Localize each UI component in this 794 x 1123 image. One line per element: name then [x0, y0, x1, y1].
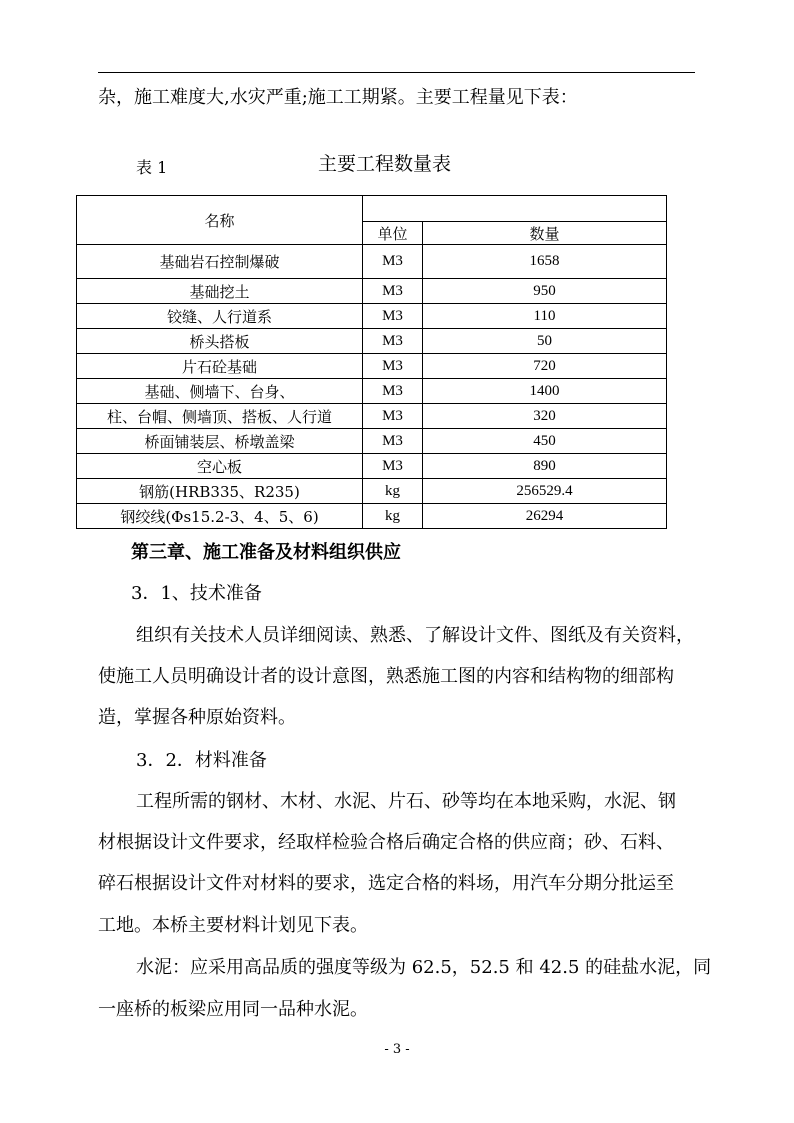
table-row	[77, 479, 667, 504]
chapter-heading: 第三章、施工准备及材料组织供应	[131, 542, 401, 563]
row-name: 桥头搭板	[77, 329, 363, 354]
row-unit: M3	[363, 379, 423, 404]
section-3-2-line: 工地。本桥主要材料计划见下表。	[98, 915, 368, 936]
row-qty: 50	[423, 329, 667, 354]
table-row	[77, 504, 667, 529]
row-qty: 26294	[423, 504, 667, 529]
cement-line: 水泥：应采用高品质的强度等级为 62.5，52.5 和 42.5 的硅盐水泥，同	[136, 957, 712, 978]
section-3-2-line: 材根据设计文件要求，经取样检验合格后确定合格的供应商；砂、石料、	[98, 832, 674, 853]
row-name: 铰缝、人行道系	[77, 304, 363, 329]
table-title: 主要工程数量表	[318, 153, 452, 175]
cement-line: 一座桥的板梁应用同一品种水泥。	[98, 999, 368, 1020]
table-caption-label: 表 1	[136, 158, 168, 177]
page-number: - 3 -	[384, 1042, 410, 1057]
row-qty: 110	[423, 304, 667, 329]
table-row	[77, 454, 667, 479]
row-qty: 890	[423, 454, 667, 479]
table-row	[77, 429, 667, 454]
row-unit: M3	[363, 404, 423, 429]
table-row	[77, 379, 667, 404]
row-unit: M3	[363, 454, 423, 479]
row-qty: 950	[423, 279, 667, 304]
intro-line: 杂，施工难度大,水灾严重;施工工期紧。主要工程量见下表：	[98, 87, 578, 108]
section-3-2-line: 工程所需的钢材、木材、水泥、片石、砂等均在本地采购，水泥、钢	[136, 791, 676, 812]
section-3-2-heading: 3．2．材料准备	[136, 750, 267, 771]
row-name: 柱、台帽、侧墙顶、搭板、人行道	[77, 404, 363, 429]
row-name: 空心板	[77, 454, 363, 479]
section-3-2-line: 碎石根据设计文件对材料的要求，选定合格的料场，用汽车分期分批运至	[98, 873, 674, 894]
row-unit: M3	[363, 429, 423, 454]
header-name: 名称	[77, 196, 363, 245]
row-name: 基础岩石控制爆破	[77, 245, 363, 279]
row-qty: 256529.4	[423, 479, 667, 504]
section-3-1-heading: 3．1、技术准备	[131, 583, 262, 604]
row-unit: M3	[363, 329, 423, 354]
table-row	[77, 245, 667, 279]
table-row	[77, 304, 667, 329]
table-row	[77, 404, 667, 429]
row-unit: M3	[363, 304, 423, 329]
section-3-1-line: 使施工人员明确设计者的设计意图，熟悉施工图的内容和结构物的细部构	[98, 666, 674, 687]
row-name: 片石砼基础	[77, 354, 363, 379]
row-name: 钢筋(HRB335、R235)	[77, 479, 363, 504]
row-unit: kg	[363, 479, 423, 504]
row-name: 桥面铺装层、桥墩盖梁	[77, 429, 363, 454]
row-name: 基础挖土	[77, 279, 363, 304]
row-qty: 450	[423, 429, 667, 454]
row-unit: kg	[363, 504, 423, 529]
header-blank	[363, 196, 667, 222]
row-qty: 1400	[423, 379, 667, 404]
table-row	[77, 354, 667, 379]
quantity-table	[76, 195, 667, 529]
section-3-1-line: 组织有关技术人员详细阅读、熟悉、了解设计文件、图纸及有关资料，	[136, 625, 694, 646]
table-row	[77, 279, 667, 304]
row-unit: M3	[363, 245, 423, 279]
row-unit: M3	[363, 354, 423, 379]
header-rule	[98, 72, 695, 73]
header-qty: 数量	[423, 222, 667, 245]
row-name: 基础、侧墙下、台身、	[77, 379, 363, 404]
row-qty: 1658	[423, 245, 667, 279]
row-qty: 720	[423, 354, 667, 379]
section-3-1-line: 造，掌握各种原始资料。	[98, 707, 296, 728]
row-qty: 320	[423, 404, 667, 429]
row-name: 钢绞线(Φs15.2-3、4、5、6)	[77, 504, 363, 529]
row-unit: M3	[363, 279, 423, 304]
header-unit: 单位	[363, 222, 423, 245]
table-row	[77, 329, 667, 354]
